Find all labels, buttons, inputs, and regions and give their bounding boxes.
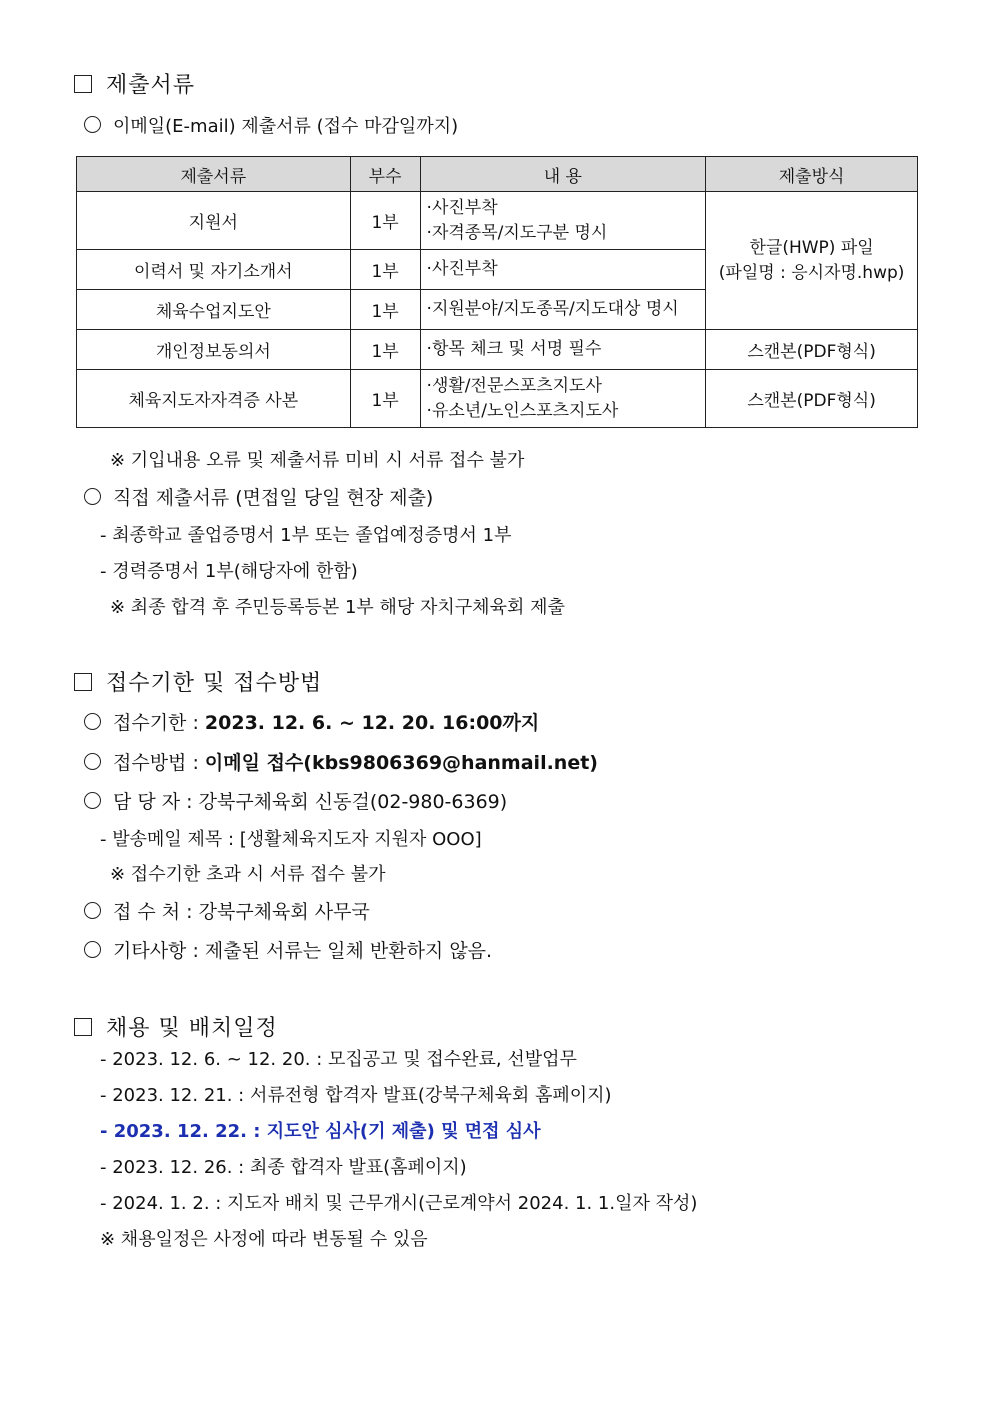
checkbox-square-icon [74, 75, 92, 93]
schedule-item: - 2023. 12. 6. ~ 12. 20. : 모집공고 및 접수완료, 선발업무 [100, 1049, 577, 1070]
direct-heading: 직접 제출서류 (면접일 당일 현장 제출) [84, 483, 433, 510]
note-entry-error: ※ 기입내용 오류 및 제출서류 미비 시 서류 접수 불가 [110, 450, 525, 471]
note-final: ※ 최종 합격 후 주민등록등본 1부 해당 자치구체육회 제출 [110, 597, 565, 618]
content-line: ·사진부착 [426, 259, 498, 279]
table-cell-merged-method [706, 192, 918, 330]
circle-bullet-icon [84, 792, 101, 809]
table-cell: 1부 [350, 290, 420, 330]
note-deadline: ※ 접수기한 초과 시 서류 접수 불가 [110, 864, 386, 885]
table-cell-content [420, 370, 706, 428]
circle-bullet-icon [84, 941, 101, 958]
table-cell-content [420, 192, 706, 250]
deadline-line: 접수기한 : 2023. 12. 6. ~ 12. 20. 16:00까지 [84, 708, 539, 735]
table-cell-content [420, 330, 706, 370]
method-line: 한글(HWP) 파일 [749, 237, 874, 258]
table-cell: 체육수업지도안 [77, 290, 351, 330]
email-heading: 이메일(E-mail) 제출서류 (접수 마감일까지) [84, 112, 458, 138]
content-line: ·유소년/노인스포츠지도사 [426, 400, 619, 421]
table-cell: 1부 [350, 192, 420, 250]
direct-item: - 경력증명서 1부(해당자에 한함) [100, 561, 358, 582]
place-value: 강북구체육회 사무국 [198, 901, 370, 923]
deadline-value: 2023. 12. 6. ~ 12. 20. 16:00까지 [204, 712, 540, 734]
circle-bullet-icon [84, 116, 101, 133]
table-cell: 지원서 [77, 192, 351, 250]
etc-line: 기타사항 : 제출된 서류는 일체 반환하지 않음. [84, 936, 492, 963]
section-title-receipt: 접수기한 및 접수방법 [74, 666, 322, 697]
table-row [77, 330, 918, 370]
contact-line: 담 당 자 : 강북구체육회 신동걸(02-980-6369) [84, 787, 507, 814]
schedule-item: - 2023. 12. 21. : 서류전형 합격자 발표(강북구체육회 홈페이지) [100, 1085, 612, 1106]
table-header-row [77, 157, 918, 192]
table-header: 내 용 [420, 157, 706, 192]
content-line: ·자격종목/지도구분 명시 [426, 222, 608, 243]
method-line: (파일명 : 응시자명.hwp) [718, 262, 905, 283]
table-header: 부수 [350, 157, 420, 192]
schedule-item-highlight: - 2023. 12. 22. : 지도안 심사(기 제출) 및 면접 심사 [100, 1121, 541, 1142]
table-cell-content [420, 290, 706, 330]
schedule-item: - 2024. 1. 2. : 지도자 배치 및 근무개시(근로계약서 2024. 1. 1.일자 작성) [100, 1193, 698, 1214]
table-cell-content [420, 250, 706, 290]
note-schedule: ※ 채용일정은 사정에 따라 변동될 수 있음 [100, 1229, 428, 1250]
content-line: ·지원분야/지도종목/지도대상 명시 [426, 299, 679, 319]
mail-subject: - 발송메일 제목 : [생활체육지도자 지원자 OOO] [100, 829, 482, 850]
table-header: 제출방식 [706, 157, 918, 192]
circle-bullet-icon [84, 488, 101, 505]
checkbox-square-icon [74, 673, 92, 691]
schedule-item: - 2023. 12. 26. : 최종 합격자 발표(홈페이지) [100, 1157, 467, 1178]
table-cell: 개인정보동의서 [77, 330, 351, 370]
table-row [77, 370, 918, 428]
circle-bullet-icon [84, 753, 101, 770]
table-row [77, 192, 918, 250]
table-cell: 이력서 및 자기소개서 [77, 250, 351, 290]
place-line: 접 수 처 : 강북구체육회 사무국 [84, 897, 370, 924]
table-cell: 스캔본(PDF형식) [706, 330, 918, 370]
content-line: ·생활/전문스포츠지도사 [426, 375, 602, 396]
documents-table [76, 156, 918, 428]
etc-value: 제출된 서류는 일체 반환하지 않음. [204, 940, 493, 962]
table-cell: 1부 [350, 370, 420, 428]
section-title-schedule: 채용 및 배치일정 [74, 1011, 278, 1042]
table-cell: 1부 [350, 330, 420, 370]
table-cell: 체육지도자자격증 사본 [77, 370, 351, 428]
circle-bullet-icon [84, 713, 101, 730]
checkbox-square-icon [74, 1018, 92, 1036]
method-value: 이메일 접수(kbs9806369@hanmail.net) [204, 752, 598, 774]
table-cell: 1부 [350, 250, 420, 290]
method-line: 접수방법 : 이메일 접수(kbs9806369@hanmail.net) [84, 748, 598, 775]
table-cell: 스캔본(PDF형식) [706, 370, 918, 428]
content-line: ·항목 체크 및 서명 필수 [426, 339, 602, 359]
content-line: ·사진부착 [426, 197, 498, 218]
section-title-submission: 제출서류 [74, 68, 195, 99]
direct-item: - 최종학교 졸업증명서 1부 또는 졸업예정증명서 1부 [100, 525, 512, 546]
contact-value: 강북구체육회 신동걸(02-980-6369) [198, 791, 508, 813]
circle-bullet-icon [84, 902, 101, 919]
table-header: 제출서류 [77, 157, 351, 192]
